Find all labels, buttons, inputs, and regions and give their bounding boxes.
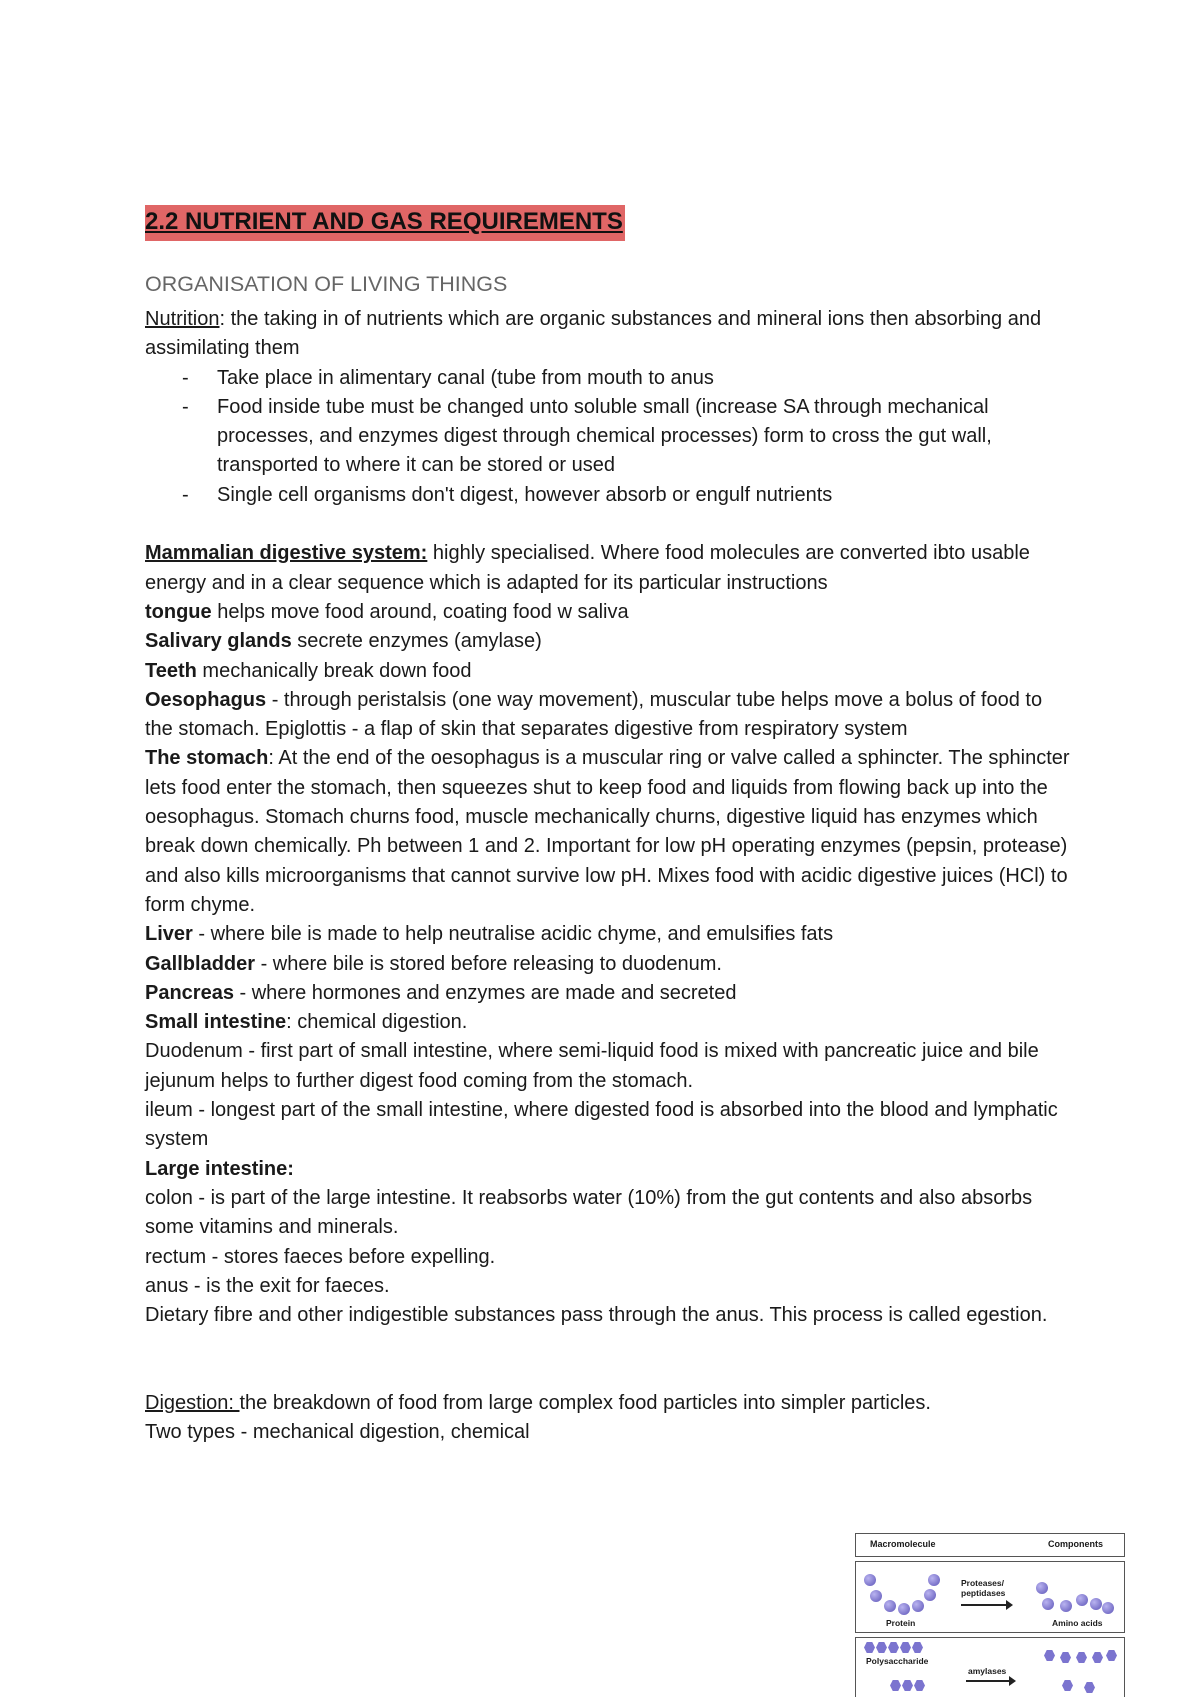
- small-intestine-part: Duodenum - first part of small intestine, where semi-liquid food is mixed with pancreatic juice and bile: [145, 1040, 1039, 1063]
- nutrition-term: Nutrition: [145, 308, 220, 330]
- protein-bead: [884, 1600, 896, 1612]
- organ-entry: [145, 744, 1075, 920]
- amino-acid-bead: [1036, 1582, 1048, 1594]
- sugar-unit: [864, 1642, 875, 1653]
- organ-text: - where hormones and enzymes are made and secreted: [233, 981, 737, 1004]
- glucose-unit: [1106, 1650, 1117, 1661]
- macromolecule-figure: [855, 1533, 1125, 1697]
- organ-term: Oesophagus: [145, 688, 267, 711]
- amino-acid-bead: [1060, 1600, 1072, 1612]
- sugar-unit: [912, 1642, 923, 1653]
- polysaccharide-panel: [855, 1637, 1125, 1697]
- glucose-unit: [1060, 1652, 1071, 1663]
- digestion-paragraph: [145, 1389, 1075, 1418]
- protein-bead: [864, 1574, 876, 1586]
- glucose-unit: [1092, 1652, 1103, 1663]
- sugar-unit: [914, 1680, 925, 1691]
- organ-term: The stomach: [145, 747, 269, 770]
- protein-bead: [870, 1590, 882, 1602]
- digestion-term: Digestion:: [145, 1391, 240, 1414]
- section-heading: ORGANISATION OF LIVING THINGS: [145, 272, 508, 296]
- polysaccharide-label: Polysaccharide: [866, 1656, 929, 1666]
- large-intestine-part: Dietary fibre and other indigestible substances pass through the anus. This process is called egestion.: [145, 1304, 1048, 1327]
- arrow-icon: [966, 1680, 1014, 1682]
- organ-entry: [145, 657, 1075, 686]
- small-intestine-part: ileum - longest part of the small intestine, where digested food is absorbed into the blood and lymphatic system: [145, 1099, 1058, 1151]
- sugar-unit: [900, 1642, 911, 1653]
- digestive-system-paragraph: [145, 539, 1075, 598]
- organ-term: Gallbladder: [145, 952, 256, 975]
- large-intestine-part: anus - is the exit for faeces.: [145, 1274, 390, 1297]
- large-intestine-heading: Large intestine:: [145, 1157, 294, 1180]
- amylase-label: amylases: [968, 1666, 1007, 1676]
- page-title: 2.2 NUTRIENT AND GAS REQUIREMENTS: [145, 205, 625, 241]
- figure-header: [855, 1533, 1125, 1557]
- organ-text: - where bile is made to help neutralise acidic chyme, and emulsifies fats: [192, 923, 834, 946]
- organ-entry: [145, 979, 1075, 1008]
- organ-term: Salivary glands: [145, 630, 292, 653]
- organ-term: tongue: [145, 600, 212, 623]
- protein-bead: [928, 1574, 940, 1586]
- amino-acid-bead: [1102, 1602, 1114, 1614]
- sugar-unit: [888, 1642, 899, 1653]
- glucose-unit: [1076, 1652, 1087, 1663]
- sugar-unit: [890, 1680, 901, 1691]
- protein-panel: [855, 1561, 1125, 1633]
- sugar-unit: [902, 1680, 913, 1691]
- digestion-types: Two types - mechanical digestion, chemical: [145, 1421, 530, 1444]
- list-item: - Take place in alimentary canal (tube from mouth to anus: [145, 364, 1075, 393]
- digestion-definition: the breakdown of food from large complex food particles into simpler particles.: [239, 1391, 931, 1414]
- sugar-unit: [876, 1642, 887, 1653]
- large-intestine-part: rectum - stores faeces before expelling.: [145, 1245, 496, 1268]
- nutrition-definition: : the taking in of nutrients which are organic substances and mineral ions then absorbing and assimilating them: [145, 308, 1042, 360]
- digestive-system-term: Mammalian digestive system:: [145, 542, 428, 565]
- protein-bead: [898, 1603, 910, 1615]
- nutrition-list: [145, 364, 1075, 510]
- digestive-system-text: highly specialised. Where food molecules are converted ibto usable energy and in a clear sequence which is adapted for its particular instructions: [145, 542, 1030, 594]
- amino-acid-bead: [1076, 1594, 1088, 1606]
- amino-acid-bead: [1042, 1598, 1054, 1610]
- amino-acid-bead: [1090, 1598, 1102, 1610]
- organ-text: secrete enzymes (amylase): [291, 630, 542, 653]
- organ-entry: [145, 950, 1075, 979]
- protease-label: Proteases/ peptidases: [961, 1578, 1006, 1598]
- organ-text: mechanically break down food: [196, 659, 472, 682]
- organ-entry: [145, 598, 1075, 627]
- large-intestine-part: colon - is part of the large intestine. It reabsorbs water (10%) from the gut contents and also absorbs some vitamins and minerals.: [145, 1186, 1033, 1239]
- glucose-unit: [1044, 1650, 1055, 1661]
- organ-text: - where bile is stored before releasing to duodenum.: [255, 952, 722, 975]
- organ-entry: [145, 1008, 1075, 1037]
- organ-text: : At the end of the oesophagus is a muscular ring or valve called a sphincter. The sphincter lets food enter the stomach, then squeezes shut to keep food and liquids from flowing back up into the oesophagus. Stomach churns food, muscle mechanically churns, digestive liquid has enzymes which break down chemically. Ph between 1 and 2. Important for low pH operating enzymes (pepsin, protease) and also kills microorganisms that cannot survive low pH. Mixes food with acidic digestive juices (HCl) to form chyme.: [145, 747, 1070, 916]
- protein-label: Protein: [886, 1618, 916, 1628]
- glucose-unit: [1062, 1680, 1073, 1691]
- organ-entry: [145, 686, 1075, 745]
- glucose-unit: [1084, 1682, 1095, 1693]
- organ-text: helps move food around, coating food w saliva: [211, 600, 629, 623]
- organ-text: : chemical digestion.: [286, 1011, 468, 1034]
- organ-entry: [145, 627, 1075, 656]
- organ-text: - through peristalsis (one way movement), muscular tube helps move a bolus of food to the stomach. Epiglottis - a flap of skin that separates digestive from respiratory system: [145, 688, 1043, 741]
- organ-entry: [145, 920, 1075, 949]
- protein-bead: [912, 1600, 924, 1612]
- figure-header-right: Components: [1048, 1539, 1103, 1549]
- small-intestine-part: jejunum helps to further digest food coming from the stomach.: [145, 1069, 694, 1092]
- organ-term: Small intestine: [145, 1011, 287, 1034]
- list-item: - Single cell organisms don't digest, however absorb or engulf nutrients: [145, 481, 1075, 510]
- organ-term: Teeth: [145, 659, 197, 682]
- organ-term: Pancreas: [145, 981, 234, 1004]
- figure-header-left: Macromolecule: [870, 1539, 936, 1549]
- amino-acids-label: Amino acids: [1052, 1618, 1103, 1628]
- organ-term: Liver: [145, 923, 193, 946]
- document-page: [145, 205, 1075, 1448]
- protein-bead: [924, 1589, 936, 1601]
- nutrition-paragraph: [145, 305, 1075, 364]
- arrow-icon: [961, 1604, 1011, 1606]
- list-item: - Food inside tube must be changed unto soluble small (increase SA through mechanical processes, and enzymes digest through chemical processes) form to cross the gut wall, transported to where it can be stored or used: [145, 393, 1075, 481]
